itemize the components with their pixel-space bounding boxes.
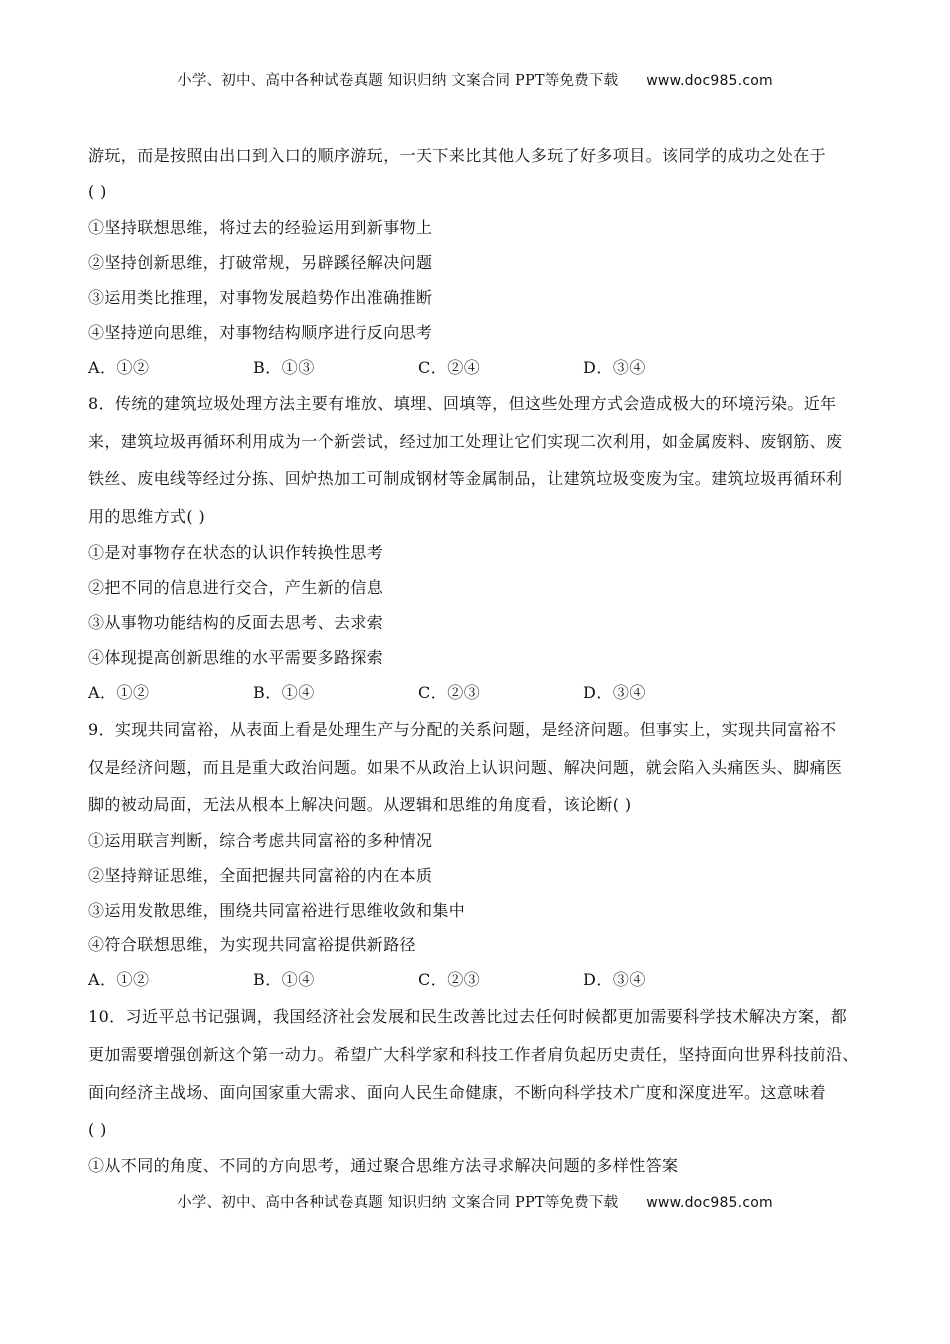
q7-option-b: B．①③ — [253, 358, 315, 377]
q10-stem-line-1: 10．习近平总书记强调，我国经济社会发展和民生改善比过去任何时候都更加需要科学技术解决方案，都 — [88, 1007, 848, 1026]
q9-item-4: ④符合联想思维，为实现共同富裕提供新路径 — [88, 935, 417, 954]
q7-stem-line-2: ( ) — [88, 182, 107, 201]
q9-option-b: B．①④ — [253, 970, 315, 989]
q8-option-a: A．①② — [88, 683, 150, 702]
q8-item-1: ①是对事物存在状态的认识作转换性思考 — [88, 543, 384, 562]
q8-option-d: D．③④ — [583, 683, 646, 702]
q7-stem-line-1: 游玩，而是按照由出口到入口的顺序游玩，一天下来比其他人多玩了好多项目。该同学的成功之处在于 — [88, 146, 827, 165]
q8-stem-line-2: 来，建筑垃圾再循环利用成为一个新尝试，经过加工处理让它们实现二次利用，如金属废料、废钢筋、废 — [88, 432, 843, 451]
q10-stem-line-3: 面向经济主战场、面向国家重大需求、面向人民生命健康，不断向科学技术广度和深度进军。这意味着 — [88, 1083, 827, 1102]
footer-text: 小学、初中、高中各种试卷真题 知识归纳 文案合同 PPT等免费下载 — [177, 1195, 619, 1211]
page-footer — [0, 1191, 950, 1212]
q9-item-2: ②坚持辩证思维，全面把握共同富裕的内在本质 — [88, 866, 433, 885]
header-text: 小学、初中、高中各种试卷真题 知识归纳 文案合同 PPT等免费下载 — [177, 73, 619, 89]
q8-stem-line-3: 铁丝、废电线等经过分拣、回炉热加工可制成钢材等金属制品，让建筑垃圾变废为宝。建筑垃圾再循环利 — [88, 469, 843, 488]
q7-item-3: ③运用类比推理，对事物发展趋势作出准确推断 — [88, 288, 433, 307]
header-site: www.doc985.com — [646, 73, 773, 89]
q8-option-c: C．②③ — [418, 683, 481, 702]
q7-option-d: D．③④ — [583, 358, 646, 377]
q7-item-1: ①坚持联想思维，将过去的经验运用到新事物上 — [88, 218, 433, 237]
q7-option-c: C．②④ — [418, 358, 481, 377]
q7-item-2: ②坚持创新思维，打破常规，另辟蹊径解决问题 — [88, 253, 433, 272]
q10-stem-line-4: ( ) — [88, 1120, 107, 1139]
q9-option-d: D．③④ — [583, 970, 646, 989]
q9-stem-line-3: 脚的被动局面，无法从根本上解决问题。从逻辑和思维的角度看，该论断( ) — [88, 795, 632, 814]
q8-item-3: ③从事物功能结构的反面去思考、去求索 — [88, 613, 384, 632]
q9-stem-line-2: 仅是经济问题，而且是重大政治问题。如果不从政治上认识问题、解决问题，就会陷入头痛医头、脚痛医 — [88, 758, 843, 777]
q9-stem-line-1: 9．实现共同富裕，从表面上看是处理生产与分配的关系问题，是经济问题。但事实上，实现共同富裕不 — [88, 720, 837, 739]
page-header — [0, 69, 950, 90]
q10-stem-line-2: 更加需要增强创新这个第一动力。希望广大科学家和科技工作者肩负起历史责任，坚持面向世界科技前沿、 — [88, 1045, 859, 1064]
q8-stem-line-4: 用的思维方式( ) — [88, 507, 206, 526]
q7-item-4: ④坚持逆向思维，对事物结构顺序进行反向思考 — [88, 323, 433, 342]
q10-item-1: ①从不同的角度、不同的方向思考，通过聚合思维方法寻求解决问题的多样性答案 — [88, 1156, 679, 1175]
q7-option-a: A．①② — [88, 358, 150, 377]
q9-item-3: ③运用发散思维，围绕共同富裕进行思维收敛和集中 — [88, 901, 466, 920]
q9-option-a: A．①② — [88, 970, 150, 989]
q8-item-4: ④体现提高创新思维的水平需要多路探索 — [88, 648, 384, 667]
q8-item-2: ②把不同的信息进行交合，产生新的信息 — [88, 578, 384, 597]
q9-option-c: C．②③ — [418, 970, 481, 989]
q8-option-b: B．①④ — [253, 683, 315, 702]
q9-item-1: ①运用联言判断，综合考虑共同富裕的多种情况 — [88, 831, 433, 850]
q8-stem-line-1: 8．传统的建筑垃圾处理方法主要有堆放、填埋、回填等，但这些处理方式会造成极大的环境污染。近年 — [88, 394, 837, 413]
footer-site: www.doc985.com — [646, 1195, 773, 1211]
